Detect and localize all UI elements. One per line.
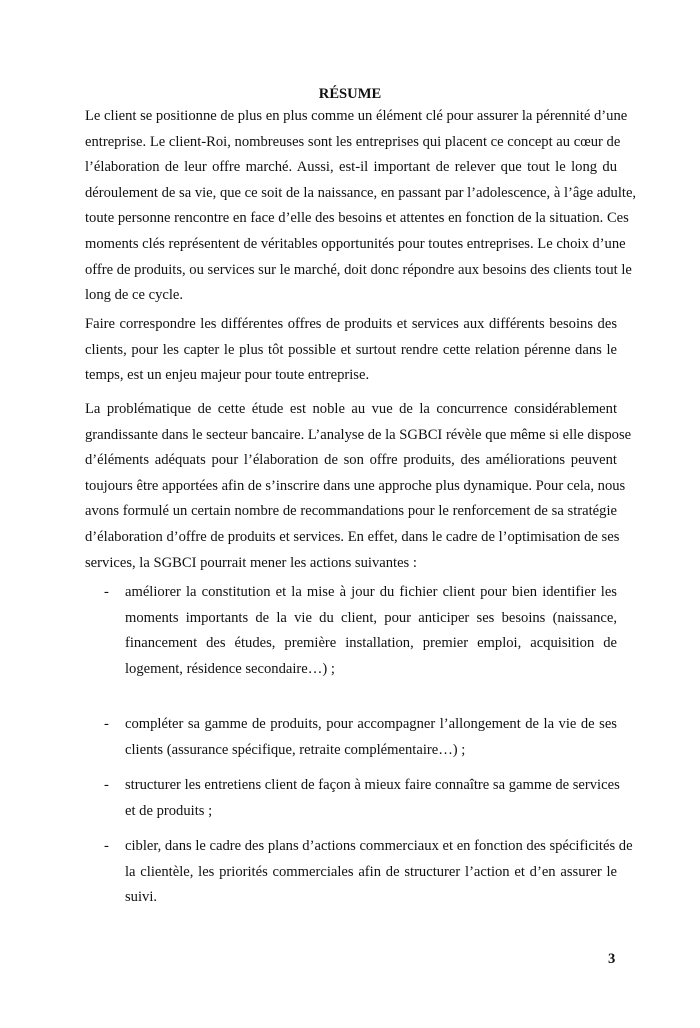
text-line: long de ce cycle. [85,287,184,304]
text-line: grandissante dans le secteur bancaire. L’analyse de la SGBCI révèle que même si elle dispose [85,426,632,443]
text-line: Le client se positionne de plus en plus comme un élément clé pour assurer la pérennité d’une [85,108,628,124]
bullet-dash-icon: - [104,584,109,600]
page-number: 3 [608,951,616,967]
text-line: offre de produits, ou services sur le marché, doit donc répondre aux besoins des clients tout le [85,261,632,278]
bullet-item [85,712,617,763]
bullet-text [125,712,617,763]
text-line: toute personne rencontre en face d’elle des besoins et attentes en fonction de la situation. Ces [85,210,629,227]
bullet-text [125,580,617,682]
text-line: l’élaboration de leur offre marché. Aussi, est-il important de relever que tout le long du [85,159,617,176]
paragraph-intro [85,104,637,309]
text-line: logement, résidence secondaire…) ; [125,660,335,677]
paragraph-needs [85,312,617,389]
text-line: temps, est un enjeu majeur pour toute entreprise. [85,367,370,384]
text-line: Faire correspondre les différentes offres de produits et services aux différents besoins des [85,316,617,332]
bullet-dash-icon: - [104,777,109,793]
text-line: toujours être apportées afin de s’inscrire dans une approche plus dynamique. Pour cela, nous [85,477,626,494]
text-line: compléter sa gamme de produits, pour accompagner l’allongement de la vie de ses [125,716,617,732]
bullet-dash-icon: - [104,716,109,732]
text-line: structurer les entretiens client de façon à mieux faire connaître sa gamme de services [125,777,620,793]
text-line: améliorer la constitution et la mise à jour du fichier client pour bien identifier les [125,584,617,600]
bullet-text [125,834,633,911]
text-line: entreprise. Le client-Roi, nombreuses sont les entreprises qui placent ce concept au cœur de [85,133,621,150]
bullet-item [85,580,617,682]
text-line: d’élaboration d’offre de produits et services. En effet, dans le cadre de l’optimisation de ses [85,528,620,545]
text-line: déroulement de sa vie, que ce soit de la naissance, en passant par l’adolescence, à l’âge adulte, [85,184,637,201]
text-line: d’éléments adéquats pour l’élaboration de son offre produits, des améliorations peuvent [85,452,617,469]
paragraph-problem [85,397,632,576]
bullet-item [85,834,633,911]
text-line: suivi. [125,889,158,906]
text-line: services, la SGBCI pourrait mener les actions suivantes : [85,554,417,571]
text-line: clients, pour les capter le plus tôt possible et surtout rendre cette relation pérenne dans le [85,341,617,358]
section-title: RÉSUME [318,86,382,102]
bullet-text [125,773,620,824]
text-line: cibler, dans le cadre des plans d’actions commerciaux et en fonction des spécificités de [125,838,633,854]
text-line: la clientèle, les priorités commerciales afin de structurer l’action et d’en assurer le [125,863,617,880]
text-line: clients (assurance spécifique, retraite complémentaire…) ; [125,741,466,758]
text-line: financement des études, première installation, premier emploi, acquisition de [125,635,617,652]
text-line: moments clés représentent de véritables opportunités pour toutes entreprises. Le choix d’une [85,235,626,252]
text-line: moments importants de la vie du client, pour anticiper ses besoins (naissance, [125,609,617,626]
bullet-item [85,773,620,824]
bullet-dash-icon: - [104,838,109,854]
text-line: et de produits ; [125,802,213,819]
text-line: avons formulé un certain nombre de recommandations pour le renforcement de sa stratégie [85,503,617,520]
text-line: La problématique de cette étude est noble au vue de la concurrence considérablement [85,401,617,417]
